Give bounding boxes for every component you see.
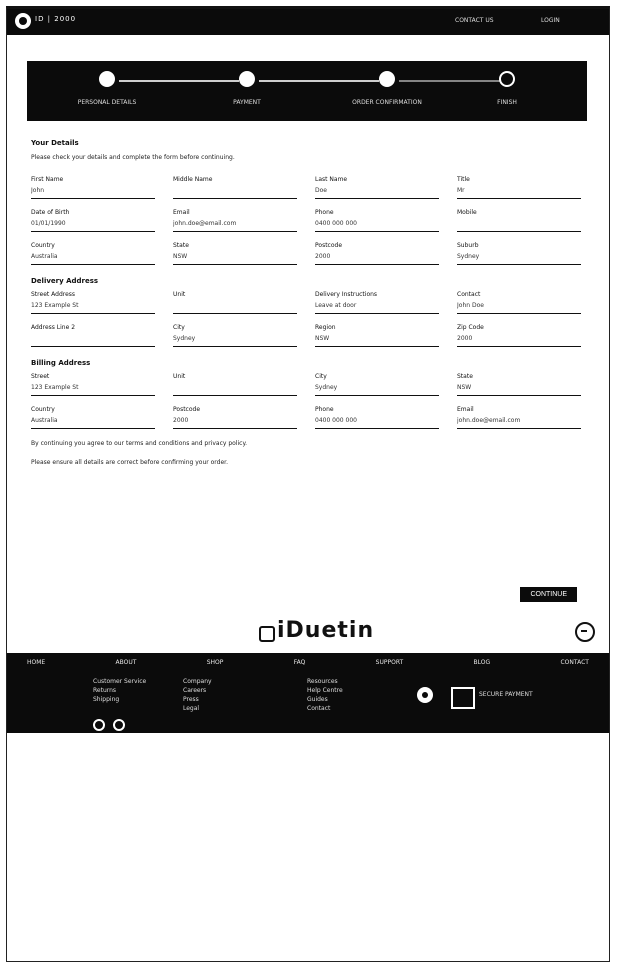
intro-text: Please check your details and complete the form before continuing. (31, 154, 235, 161)
step-1[interactable] (47, 71, 167, 106)
field-label: Contact (457, 291, 481, 298)
footer-link[interactable]: Shipping (93, 696, 120, 703)
footer-link[interactable]: Company (183, 678, 212, 685)
footer-logo-icon (417, 687, 433, 703)
chat-icon[interactable] (575, 622, 595, 642)
social-icon[interactable] (113, 719, 125, 731)
text-input[interactable]: Sydney (315, 383, 439, 396)
field-label: Email (173, 209, 190, 216)
field (315, 324, 439, 347)
footer-link[interactable]: Contact (307, 705, 331, 712)
field (315, 242, 439, 265)
progress-steps (27, 61, 587, 121)
step-2[interactable] (187, 71, 307, 106)
footer-nav-item[interactable]: HOME (27, 659, 46, 666)
text-input[interactable]: john.doe@email.com (457, 416, 581, 429)
field (315, 176, 439, 199)
step-3[interactable] (327, 71, 447, 106)
field (173, 291, 297, 314)
social-links (93, 719, 125, 731)
step-4[interactable] (447, 71, 567, 106)
field (315, 373, 439, 396)
step-dot (379, 71, 395, 87)
text-input[interactable]: 123 Example St (31, 301, 155, 314)
footer-nav-item[interactable]: SUPPORT (375, 659, 404, 666)
top-bar (7, 9, 609, 35)
text-input[interactable]: Sydney (173, 334, 297, 347)
text-input[interactable]: Leave at door (315, 301, 439, 314)
top-link-login[interactable]: LOGIN (541, 17, 560, 24)
billing-fields (31, 373, 581, 429)
field-label: Title (457, 176, 470, 183)
field (31, 242, 155, 265)
continue-button[interactable]: CONTINUE (520, 587, 577, 602)
field-label: Unit (173, 291, 186, 298)
footer-nav-item[interactable]: ABOUT (115, 659, 137, 666)
text-input[interactable]: 2000 (173, 416, 297, 429)
step-label: PERSONAL DETAILS (77, 99, 137, 106)
field-label: Street (31, 373, 50, 380)
field-label: Delivery Instructions (315, 291, 378, 298)
field-label: City (315, 373, 327, 380)
field (31, 324, 155, 347)
text-input[interactable]: Sydney (457, 252, 581, 265)
brand-name: iDuetin (277, 618, 375, 643)
footer-link[interactable]: Guides (307, 696, 328, 703)
field (457, 373, 581, 396)
field (457, 406, 581, 429)
step-label: ORDER CONFIRMATION (352, 99, 422, 106)
text-input[interactable] (173, 186, 297, 199)
step-label: PAYMENT (233, 99, 261, 106)
field-label: Postcode (173, 406, 201, 413)
text-input[interactable]: John (31, 186, 155, 199)
page-frame (6, 6, 610, 962)
certificate-icon (451, 687, 475, 709)
select-input[interactable]: NSW (457, 383, 581, 396)
certificate-text: SECURE PAYMENT (479, 691, 533, 698)
text-input[interactable]: 01/01/1990 (31, 219, 155, 232)
text-input[interactable]: 2000 (315, 252, 439, 265)
terms-note: By continuing you agree to our terms and conditions and privacy policy. (31, 440, 248, 447)
brand-icon (259, 626, 275, 642)
field-label: State (457, 373, 473, 380)
footer-col-1 (93, 677, 146, 704)
delivery-fields (31, 291, 581, 347)
field (457, 242, 581, 265)
footer (7, 653, 609, 733)
select-input[interactable]: Mr (457, 186, 581, 199)
brand-bar (7, 614, 609, 646)
step-dot (499, 71, 515, 87)
field (457, 176, 581, 199)
field (457, 291, 581, 314)
text-input[interactable]: 123 Example St (31, 383, 155, 396)
field-label: First Name (31, 176, 64, 183)
field-label: Phone (315, 209, 334, 216)
field (173, 176, 297, 199)
field-label: Date of Birth (31, 209, 70, 216)
field (31, 209, 155, 232)
select-input[interactable]: Australia (31, 416, 155, 429)
field-label: Last Name (315, 176, 348, 183)
field-label: Country (31, 406, 55, 413)
form-content (31, 139, 581, 477)
field (315, 291, 439, 314)
field-label: Country (31, 242, 55, 249)
text-input[interactable]: 0400 000 000 (315, 416, 439, 429)
field-label: Address Line 2 (31, 324, 76, 331)
select-input[interactable]: Australia (31, 252, 155, 265)
form-actions (520, 581, 577, 602)
footer-link[interactable]: Press (183, 696, 199, 703)
footer-nav-item[interactable]: FAQ (293, 659, 306, 666)
footer-col-3 (307, 677, 343, 713)
field-label: Street Address (31, 291, 76, 298)
top-brand-label: ID | 2000 (35, 15, 77, 23)
field (173, 209, 297, 232)
text-input[interactable]: 0400 000 000 (315, 219, 439, 232)
footer-link[interactable]: Legal (183, 705, 200, 712)
confirm-note: Please ensure all details are correct before confirming your order. (31, 459, 228, 466)
step-label: FINISH (497, 99, 517, 106)
field (31, 291, 155, 314)
field (315, 406, 439, 429)
field-label: Mobile (457, 209, 477, 216)
field (173, 373, 297, 396)
step-dot (99, 71, 115, 87)
footer-col-2 (183, 677, 212, 713)
step-dot (239, 71, 255, 87)
select-input[interactable]: NSW (173, 252, 297, 265)
text-input[interactable]: Doe (315, 186, 439, 199)
footer-link[interactable]: Customer Service (93, 678, 147, 685)
footer-nav-item[interactable]: SHOP (206, 659, 224, 666)
field (173, 324, 297, 347)
field (31, 406, 155, 429)
top-link-contact[interactable]: CONTACT US (455, 17, 494, 24)
field (173, 406, 297, 429)
section-title: Delivery Address (31, 277, 99, 285)
footer-link[interactable]: Careers (183, 687, 207, 694)
text-input[interactable] (31, 334, 155, 347)
field (173, 242, 297, 265)
select-input[interactable]: NSW (315, 334, 439, 347)
field (31, 373, 155, 396)
field-label: Postcode (315, 242, 343, 249)
footer-link[interactable]: Returns (93, 687, 117, 694)
text-input[interactable] (173, 301, 297, 314)
field-label: Phone (315, 406, 334, 413)
text-input[interactable]: John Doe (457, 301, 581, 314)
field-label: Region (315, 324, 336, 331)
field-label: Email (457, 406, 474, 413)
footer-nav (27, 659, 589, 666)
field (315, 209, 439, 232)
footer-nav-item[interactable]: BLOG (473, 659, 491, 666)
field-label: City (173, 324, 185, 331)
field-label: Middle Name (173, 176, 213, 183)
footer-nav-item[interactable]: CONTACT (560, 659, 589, 666)
text-input[interactable]: john.doe@email.com (173, 219, 297, 232)
field (457, 209, 581, 232)
logo-icon (15, 13, 31, 29)
personal-fields (31, 176, 581, 265)
field-label: Suburb (457, 242, 479, 249)
field (457, 324, 581, 347)
text-input[interactable] (173, 383, 297, 396)
intro-title: Your Details (31, 139, 79, 147)
text-input[interactable]: 2000 (457, 334, 581, 347)
field-label: State (173, 242, 189, 249)
footer-link[interactable]: Resources (307, 678, 338, 685)
text-input[interactable] (457, 219, 581, 232)
section-title: Billing Address (31, 359, 91, 367)
social-icon[interactable] (93, 719, 105, 731)
field-label: Unit (173, 373, 186, 380)
footer-link[interactable]: Help Centre (307, 687, 343, 694)
field-label: Zip Code (457, 324, 484, 331)
field (31, 176, 155, 199)
